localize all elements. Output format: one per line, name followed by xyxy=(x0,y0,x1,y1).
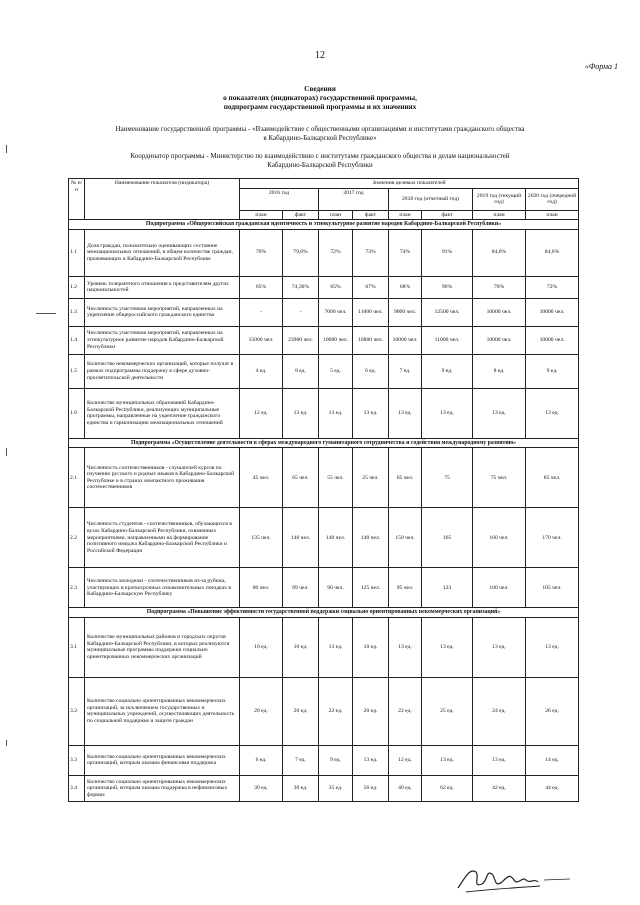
value-cell: 72% xyxy=(526,276,579,298)
header-year-2019: 2019 год (текущий год) xyxy=(473,188,526,210)
binding-mark xyxy=(6,740,7,746)
value-cell: - xyxy=(240,298,283,326)
value-cell: 23900 чел. xyxy=(283,326,319,354)
value-cell: 6 ед. xyxy=(240,745,283,775)
value-cell: 13 ед. xyxy=(473,745,526,775)
value-cell: 65 чел. xyxy=(283,448,319,508)
value-cell: 20 ед. xyxy=(240,677,283,745)
value-cell: 55 чел. xyxy=(319,448,353,508)
value-cell: 10 ед. xyxy=(283,617,319,677)
value-cell: 123 xyxy=(422,568,473,608)
value-cell: 13 ед. xyxy=(422,388,473,438)
indicator-name: Количество муниципальных районов и городских округов Кабардино-Балкарской Республики, в которых реализуются муниципальные программы поддержки социально ориентированных некоммерческих организаций xyxy=(85,617,240,677)
row-number: 1.5 xyxy=(69,354,85,388)
row-number: 3.1 xyxy=(69,617,85,677)
header-year-2018: 2018 год (отчетный год) xyxy=(389,188,473,210)
page-number: 12 xyxy=(315,50,325,61)
indicator-name: Численность участников мероприятий, направленных на укрепление общероссийского гражданского единства xyxy=(85,298,240,326)
indicator-name: Численность участников мероприятий, направленных на этнокультурное развитие народов Кабардино-Балкарской Республики xyxy=(85,326,240,354)
header-plan: план xyxy=(240,210,283,220)
header-plan: план xyxy=(389,210,422,220)
value-cell: 30 ед. xyxy=(240,775,283,801)
value-cell: 13 ед. xyxy=(389,388,422,438)
value-cell: 85 чел. xyxy=(526,448,579,508)
header-target-values: Значения целевых показателей xyxy=(240,179,579,189)
value-cell: 13 ед. xyxy=(473,617,526,677)
table-row xyxy=(69,354,579,388)
value-cell: 8 ед. xyxy=(283,354,319,388)
value-cell: 7 ед. xyxy=(389,354,422,388)
table-row xyxy=(69,298,579,326)
value-cell: 80 чел. xyxy=(240,568,283,608)
value-cell: 13 ед. xyxy=(526,388,579,438)
indicator-name: Уровень толерантного отношения к представителям других национальностей xyxy=(85,276,240,298)
value-cell: 5 ед. xyxy=(319,354,353,388)
value-cell: 13 ед. xyxy=(422,617,473,677)
value-cell: - xyxy=(283,298,319,326)
header-plan: план xyxy=(319,210,353,220)
value-cell: 7 ед. xyxy=(283,745,319,775)
document-title xyxy=(0,84,640,111)
value-cell: 6 ед. xyxy=(353,354,389,388)
value-cell: 13 ед. xyxy=(283,388,319,438)
form-label: «Форма 1 xyxy=(584,62,618,71)
value-cell: 84,6% xyxy=(473,229,526,276)
value-cell: 140 чел. xyxy=(353,508,389,568)
value-cell: 7000 чел. xyxy=(319,298,353,326)
table-row xyxy=(69,508,579,568)
value-cell: 4 ед. xyxy=(240,354,283,388)
value-cell: 22 ед. xyxy=(389,677,422,745)
indicator-name: Доля граждан, положительно оценивающих состояние межнациональных отношений, в общем количестве граждан, проживающих в Кабардино-Балкарской Республике xyxy=(85,229,240,276)
value-cell: 96% xyxy=(422,276,473,298)
coordinator-line-1: Координатор программы - Министерство по взаимодействию с институтами гражданского общества и делам национальностей xyxy=(130,152,510,160)
value-cell: 13 ед. xyxy=(319,388,353,438)
value-cell: 74,30% xyxy=(283,276,319,298)
value-cell: 42 ед. xyxy=(473,775,526,801)
value-cell: 10000 чел. xyxy=(319,326,353,354)
value-cell: 100 чел. xyxy=(473,568,526,608)
value-cell: 65% xyxy=(240,276,283,298)
header-fact: факт xyxy=(353,210,389,220)
indicator-name: Количество социально ориентированных некоммерческих организаций, за исключением государственных и муниципальных учреждений, осуществляющих деятельность по социальной поддержке и защите граждан xyxy=(85,677,240,745)
value-cell: 73% xyxy=(353,229,389,276)
value-cell: 16800 чел. xyxy=(353,326,389,354)
value-cell: 91% xyxy=(422,229,473,276)
value-cell: 10000 чел. xyxy=(473,326,526,354)
value-cell: 70% xyxy=(240,229,283,276)
value-cell: 20 ед. xyxy=(353,677,389,745)
value-cell: 65 чел. xyxy=(389,448,422,508)
value-cell: 10 ед. xyxy=(240,617,283,677)
value-cell: 125 чел. xyxy=(353,568,389,608)
binding-mark xyxy=(36,313,56,314)
coordinator-line-2: Кабардино-Балкарской Республики xyxy=(267,161,373,169)
value-cell: 25 ед. xyxy=(422,677,473,745)
program-name-line-2: в Кабардино-Балкарской Республике» xyxy=(263,134,377,142)
header-plan: план xyxy=(473,210,526,220)
subprogram-title: Подпрограмма «Осуществление деятельности в сферах международного гуманитарного сотрудничества и содействия международному развитию» xyxy=(69,438,579,448)
header-year-2017: 2017 год xyxy=(319,188,389,210)
row-number: 1.3 xyxy=(69,298,85,326)
value-cell: 13 ед. xyxy=(389,617,422,677)
header-fact: факт xyxy=(283,210,319,220)
value-cell: 35 ед. xyxy=(319,775,353,801)
header-year-2016: 2016 год xyxy=(240,188,319,210)
value-cell: 170 чел. xyxy=(526,508,579,568)
value-cell: 67% xyxy=(353,276,389,298)
value-cell: 13 ед. xyxy=(319,617,353,677)
subprogram-row xyxy=(69,608,579,618)
indicators-table xyxy=(68,178,579,802)
value-cell: 68% xyxy=(389,276,422,298)
value-cell: 10000 чел. xyxy=(526,326,579,354)
indicator-name: Количество социально ориентированных некоммерческих организаций, которым оказана поддержка в нефинансовых формах xyxy=(85,775,240,801)
table-row xyxy=(69,229,579,276)
value-cell: 13 ед. xyxy=(526,617,579,677)
value-cell: 45 чел. xyxy=(240,448,283,508)
subprogram-row xyxy=(69,220,579,230)
value-cell: 14 ед. xyxy=(526,745,579,775)
value-cell: 75 xyxy=(422,448,473,508)
subprogram-title: Подпрограмма «Повышение эффективности государственной поддержки социально ориентированных некоммерческих организаций» xyxy=(69,608,579,618)
value-cell: 22 ед. xyxy=(319,677,353,745)
value-cell: 44 ед. xyxy=(526,775,579,801)
table-row xyxy=(69,568,579,608)
table-row xyxy=(69,276,579,298)
value-cell: 74% xyxy=(389,229,422,276)
table-body xyxy=(69,220,579,802)
value-cell: 10000 чел. xyxy=(526,298,579,326)
value-cell: 79,6% xyxy=(283,229,319,276)
title-line-2: о показателях (индикаторах) государственной программы, xyxy=(223,93,417,102)
indicator-name: Количество муниципальных образований Кабардино-Балкарской Республики, реализующих муниципальные программы, направленные на укрепление гражданского единства и гармонизацию межнациональных отношений xyxy=(85,388,240,438)
row-number: 2.2 xyxy=(69,508,85,568)
header-year-2020: 2020 год (очередной год) xyxy=(526,188,579,210)
value-cell: 65% xyxy=(319,276,353,298)
value-cell: 9 ед. xyxy=(422,354,473,388)
program-coordinator xyxy=(60,152,580,170)
binding-mark xyxy=(6,145,7,153)
indicator-name: Численность соотечественников - слушателей курсов по изучению русского и родных языков в Кабардино-Балкарской Республике и в странах компактного проживания соотечественников xyxy=(85,448,240,508)
table-header xyxy=(69,179,579,220)
indicator-name: Количество социально ориентированных некоммерческих организаций, которым оказана финансовая поддержка xyxy=(85,745,240,775)
value-cell: 10000 чел. xyxy=(389,326,422,354)
value-cell: 150 чел. xyxy=(389,508,422,568)
program-name xyxy=(60,125,580,143)
value-cell: 13 ед. xyxy=(353,388,389,438)
value-cell: 13 ед. xyxy=(422,745,473,775)
value-cell: 12500 чел. xyxy=(422,298,473,326)
value-cell: 24 ед. xyxy=(473,677,526,745)
header-indicator-name: Наименование показателя (индикатора) xyxy=(85,179,240,220)
table-row xyxy=(69,448,579,508)
program-name-line-1: Наименование государственной программы - «Взаимодействие с общественными организациями и институтами гражданского общества xyxy=(115,125,525,133)
value-cell: 75 чел. xyxy=(473,448,526,508)
value-cell: 8 ед. xyxy=(473,354,526,388)
table-row xyxy=(69,326,579,354)
subprogram-title: Подпрограмма «Общероссийская гражданская идентичность и этнокультурное развитие народов Кабардино-Балкарской Республики» xyxy=(69,220,579,230)
value-cell: 11000 чел. xyxy=(422,326,473,354)
row-number: 1.6 xyxy=(69,388,85,438)
indicator-name: Численность молодежи - соотечественников из-за рубежа, участвующих в краткосрочных ознакомительных поездках в Кабардино-Балкарскую Республику xyxy=(85,568,240,608)
value-cell: 20 ед. xyxy=(283,677,319,745)
signature xyxy=(452,858,582,898)
header-plan: план xyxy=(526,210,579,220)
value-cell: 25 чел. xyxy=(353,448,389,508)
value-cell: 95 чел. xyxy=(389,568,422,608)
value-cell: 30 ед. xyxy=(283,775,319,801)
value-cell: 135 чел. xyxy=(240,508,283,568)
title-line-1: Сведения xyxy=(304,84,336,93)
value-cell: 140 чел. xyxy=(283,508,319,568)
row-number: 2.1 xyxy=(69,448,85,508)
value-cell: 13 ед. xyxy=(353,745,389,775)
header-fact: факт xyxy=(422,210,473,220)
value-cell: 105 чел. xyxy=(526,568,579,608)
value-cell: 40 ед. xyxy=(389,775,422,801)
value-cell: 12 ед. xyxy=(389,745,422,775)
value-cell: 62 ед. xyxy=(422,775,473,801)
title-line-3: подпрограмм государственной программы и их значениях xyxy=(223,102,417,111)
value-cell: 10 ед. xyxy=(353,617,389,677)
table-row xyxy=(69,775,579,801)
value-cell: 89 чел. xyxy=(283,568,319,608)
value-cell: 9000 чел. xyxy=(389,298,422,326)
value-cell: 56 ед. xyxy=(353,775,389,801)
row-number: 3.2 xyxy=(69,677,85,745)
table-row xyxy=(69,745,579,775)
value-cell: 13 ед. xyxy=(473,388,526,438)
value-cell: 9 ед. xyxy=(319,745,353,775)
binding-mark xyxy=(6,448,7,456)
value-cell: 15000 чел. xyxy=(240,326,283,354)
subprogram-row xyxy=(69,438,579,448)
indicator-name: Численность студентов - соотечественников, обучающихся в вузах Кабардино-Балкарской Республики, охваченных мероприятиями, направленными на формирование позитивного имиджа Кабардино-Балкарской Республики и Российской Федерации xyxy=(85,508,240,568)
row-number: 1.4 xyxy=(69,326,85,354)
table-row xyxy=(69,677,579,745)
value-cell: 26 ед. xyxy=(526,677,579,745)
header-number: № п/п xyxy=(69,179,85,220)
value-cell: 165 xyxy=(422,508,473,568)
row-number: 3.4 xyxy=(69,775,85,801)
value-cell: 10000 чел. xyxy=(473,298,526,326)
table-row xyxy=(69,388,579,438)
value-cell: 90 чел. xyxy=(319,568,353,608)
value-cell: 9 ед. xyxy=(526,354,579,388)
indicator-name: Количество некоммерческих организаций, которые получат в рамках подпрограммы поддержку в сфере духовно-просветительской деятельности xyxy=(85,354,240,388)
row-number: 1.1 xyxy=(69,229,85,276)
table-row xyxy=(69,617,579,677)
value-cell: 72% xyxy=(319,229,353,276)
value-cell: 84,6% xyxy=(526,229,579,276)
row-number: 2.3 xyxy=(69,568,85,608)
value-cell: 140 чел. xyxy=(319,508,353,568)
row-number: 3.3 xyxy=(69,745,85,775)
value-cell: 70% xyxy=(473,276,526,298)
value-cell: 12 ед. xyxy=(240,388,283,438)
value-cell: 11000 чел. xyxy=(353,298,389,326)
value-cell: 160 чел. xyxy=(473,508,526,568)
row-number: 1.2 xyxy=(69,276,85,298)
